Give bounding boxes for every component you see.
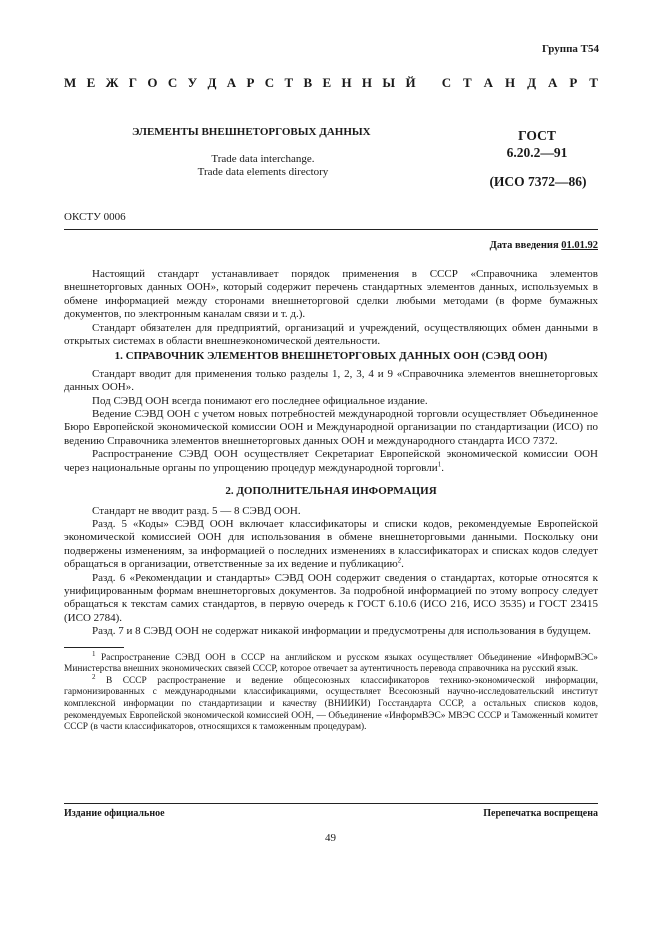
english-subtitle	[132, 153, 394, 179]
introduction-date	[490, 240, 598, 251]
paragraph-excluded: Стандарт не вводит разд. 5 — 8 СЭВД ООН.	[92, 504, 301, 517]
footnote-2	[64, 672, 598, 734]
footnote-2-text: В СССР распространение и ведение общесоюзных классификаторов технико-экономической информации, гармонизированных с международными классификациями, осуществляет Всесоюзный научно-исследовательский институт комплексной информации по стандартизации и качеству (ВНИИКИ) Госстандарта СССР, а остальных списков кодов, рекомендуемых Европейской экономической комиссией ООН, — Объединение «ИнформВЭС» МВЭС СССР и Таможенный комитет СССР (в части классификаторов, относящихся к таможенным процедурам).	[64, 675, 598, 733]
footer-divider	[64, 803, 598, 804]
footnote-2-mark: 2	[92, 672, 96, 681]
distribution-end: .	[441, 461, 444, 474]
codes-text: Разд. 5 «Коды» СЭВД ООН включает классификаторы и списки кодов, рекомендуемые Европейской экономической комиссией ООН для использования в обмене внешнеторговыми данными. Поскольку они подвержены изменениям, за информацией о последних изменениях в классификаторах и списках кодов следует обращаться в организации, ответственные за их ведение и публикацию	[64, 517, 598, 571]
reprint-notice: Перепечатка воспрещена	[483, 808, 598, 819]
document-body	[64, 268, 598, 734]
gost-designation	[488, 127, 586, 161]
paragraph-sections: Стандарт вводит для применения только разделы 1, 2, 3, 4 и 9 «Справочника элементов внешнеторговых данных ООН».	[64, 367, 598, 394]
paragraph-edition: Под СЭВД ООН всегда понимают его последнее официальное издание.	[92, 394, 428, 407]
page-number: 49	[325, 832, 336, 844]
banner-gap	[416, 75, 442, 91]
subtitle-line-1: Trade data interchange.	[211, 153, 315, 165]
distribution-text: Распространение СЭВД ООН осуществляет Секретариат Европейской экономической комиссии ООН через национальные органы по упрощению процедур международной торговли	[64, 448, 598, 474]
banner-word-interstate: М Е Ж Г О С У Д А Р С Т В Е Н Н Ы Й	[64, 75, 416, 90]
subtitle-line-2: Trade data elements directory	[197, 166, 329, 178]
paragraph-mandatory: Стандарт обязателен для предприятий, организаций и учреждений, осуществляющих обмен данными в открытых системах в области внешнеэкономической деятельности.	[64, 321, 598, 348]
codes-end: .	[401, 558, 404, 571]
footnote-ref-2: 2	[397, 556, 402, 565]
footnote-1-text: Распространение СЭВД ООН в СССР на английском и русском языках осуществляет Объединение «ИнформВЭС» Министерства внешних экономических связей СССР, которое отвечает за аутентичность перевода справочника на русский язык.	[64, 652, 598, 675]
paragraph-recommendations: Разд. 6 «Рекомендации и стандарты» СЭВД ООН содержит сведения о стандартах, которые относятся к унифицированным формам внешнеторговых документов. За подробной информацией по этому вопросу следует обращаться к текстам самих стандартов, в первую очередь к ГОСТ 6.10.6 (ИСО 216, ИСО 3535) и ГОСТ 23415 (ИСО 2784).	[64, 571, 598, 624]
footnote-1	[64, 649, 598, 676]
paragraph-maintenance: Ведение СЭВД ООН с учетом новых потребностей международной торговли осуществляет Объединенное Бюро Европейской экономической комиссии ООН и Международной организации по стандартизации (ИСО) по ведению Справочника элементов внешнеторговых данных ООН и международного стандарта ИСО 7372.	[64, 408, 598, 447]
oksty-code: ОКСТУ 0006	[64, 211, 126, 223]
document-title: ЭЛЕМЕНТЫ ВНЕШНЕТОРГОВЫХ ДАННЫХ	[132, 126, 371, 138]
paragraph-distribution	[64, 448, 598, 475]
gost-label: ГОСТ	[518, 128, 556, 143]
footnote-1-mark: 1	[92, 649, 96, 658]
banner-word-standard: С Т А Н Д А Р Т	[441, 75, 598, 90]
section-heading-2: 2. ДОПОЛНИТЕЛЬНАЯ ИНФОРМАЦИЯ	[225, 485, 437, 498]
footnote-ref-1: 1	[437, 460, 442, 469]
paragraph-scope: Настоящий стандарт устанавливает порядок применения в СССР «Справочника элементов внешнеторговых данных ООН», который содержит перечень стандартных элементов данных, используемых в обмене информацией между сторонами внешнеторговой сделки любыми методами (в форме бумажных документов, по электронным каналам связи и т. д.).	[64, 268, 598, 321]
paragraph-codes	[64, 518, 598, 572]
paragraph-reserved: Разд. 7 и 8 СЭВД ООН не содержат никакой информации и предусмотрены для использования в будущем.	[92, 625, 591, 638]
date-value: 01.01.92	[561, 240, 598, 251]
official-edition: Издание официальное	[64, 808, 165, 819]
header-divider	[64, 229, 598, 230]
group-code: Группа Т54	[541, 43, 599, 55]
section-heading-1: 1. СПРАВОЧНИК ЭЛЕМЕНТОВ ВНЕШНЕТОРГОВЫХ ДАННЫХ ООН (СЭВД ООН)	[114, 350, 548, 363]
iso-reference: (ИСО 7372—86)	[489, 174, 587, 189]
standard-banner	[64, 75, 598, 91]
footnote-divider	[64, 647, 124, 648]
date-label: Дата введения	[489, 240, 562, 251]
gost-number: 6.20.2—91	[506, 145, 568, 160]
